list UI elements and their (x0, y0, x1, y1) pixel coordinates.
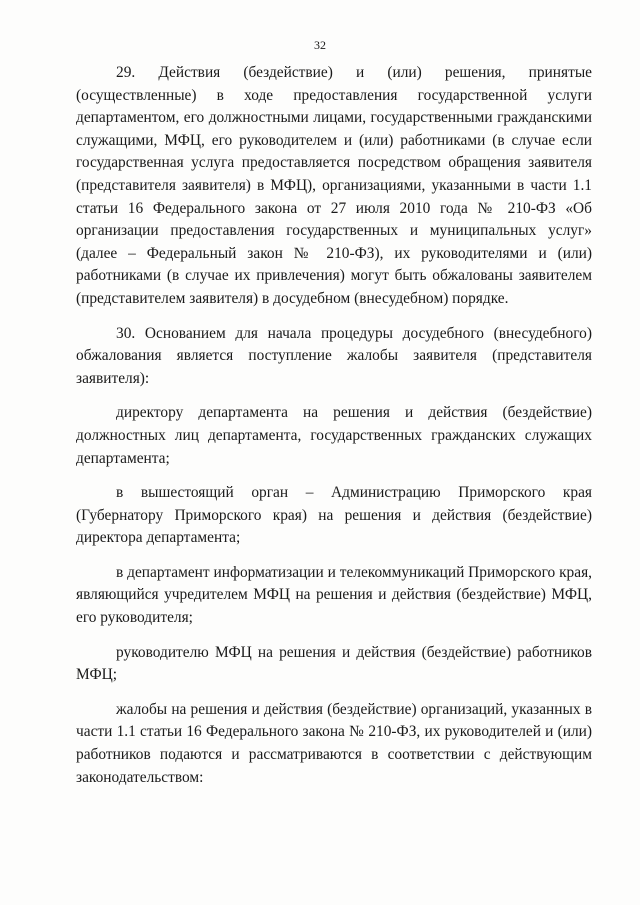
list-item-mfc-head: руководителю МФЦ на решения и действия (бездействие) работников МФЦ; (76, 643, 592, 684)
list-item-informatization-department: в департамент информатизации и телекоммуникаций Приморского края, являющийся учредителем МФЦ на решения и действия (бездействие) МФЦ, его руководителя; (76, 563, 592, 627)
list-item-administration: в вышестоящий орган – Администрацию Приморского края (Губернатору Приморского края) на решения и действия (бездействие) директора департамента; (76, 484, 592, 547)
paragraph-30: 30. Основанием для начала процедуры досудебного (внесудебного) обжалования является поступление жалобы заявителя (представителя заявителя): (76, 324, 592, 387)
paragraph-29: 29. Действия (бездействие) и (или) решения, принятые (осуществленные) в ходе предоставления государственной услуги департаментом, его должностными лицами, государственными гражданскими служащими, МФЦ, его руководителем и (или) работниками (в случае если государственная услуга предоставляется посредством обращения заявителя (представителя заявителя) в МФЦ), организациями, указанными в части 1.1 статьи 16 Федерального закона от 27 июля 2010 года № 210-ФЗ «Об организации предоставления государственных и муниципальных услуг» (далее – Федеральный закон № 210-ФЗ), их руководителями и (или) работниками (в случае их привлечения) могут быть обжалованы заявителем (представителем заявителя) в досудебном (внесудебном) порядке. (76, 64, 592, 307)
list-item-organizations: жалобы на решения и действия (бездействие) организаций, указанных в части 1.1 статьи 16 Федерального закона № 210-ФЗ, их руководителей и (или) работников подаются и рассматриваются в соответствии с действующим законодательством: (76, 700, 592, 786)
list-item-director: директору департамента на решения и действия (бездействие) должностных лиц департамента, государственных гражданских служащих департамента; (76, 404, 592, 467)
document-body (76, 62, 592, 789)
page-number: 32 (314, 38, 326, 52)
